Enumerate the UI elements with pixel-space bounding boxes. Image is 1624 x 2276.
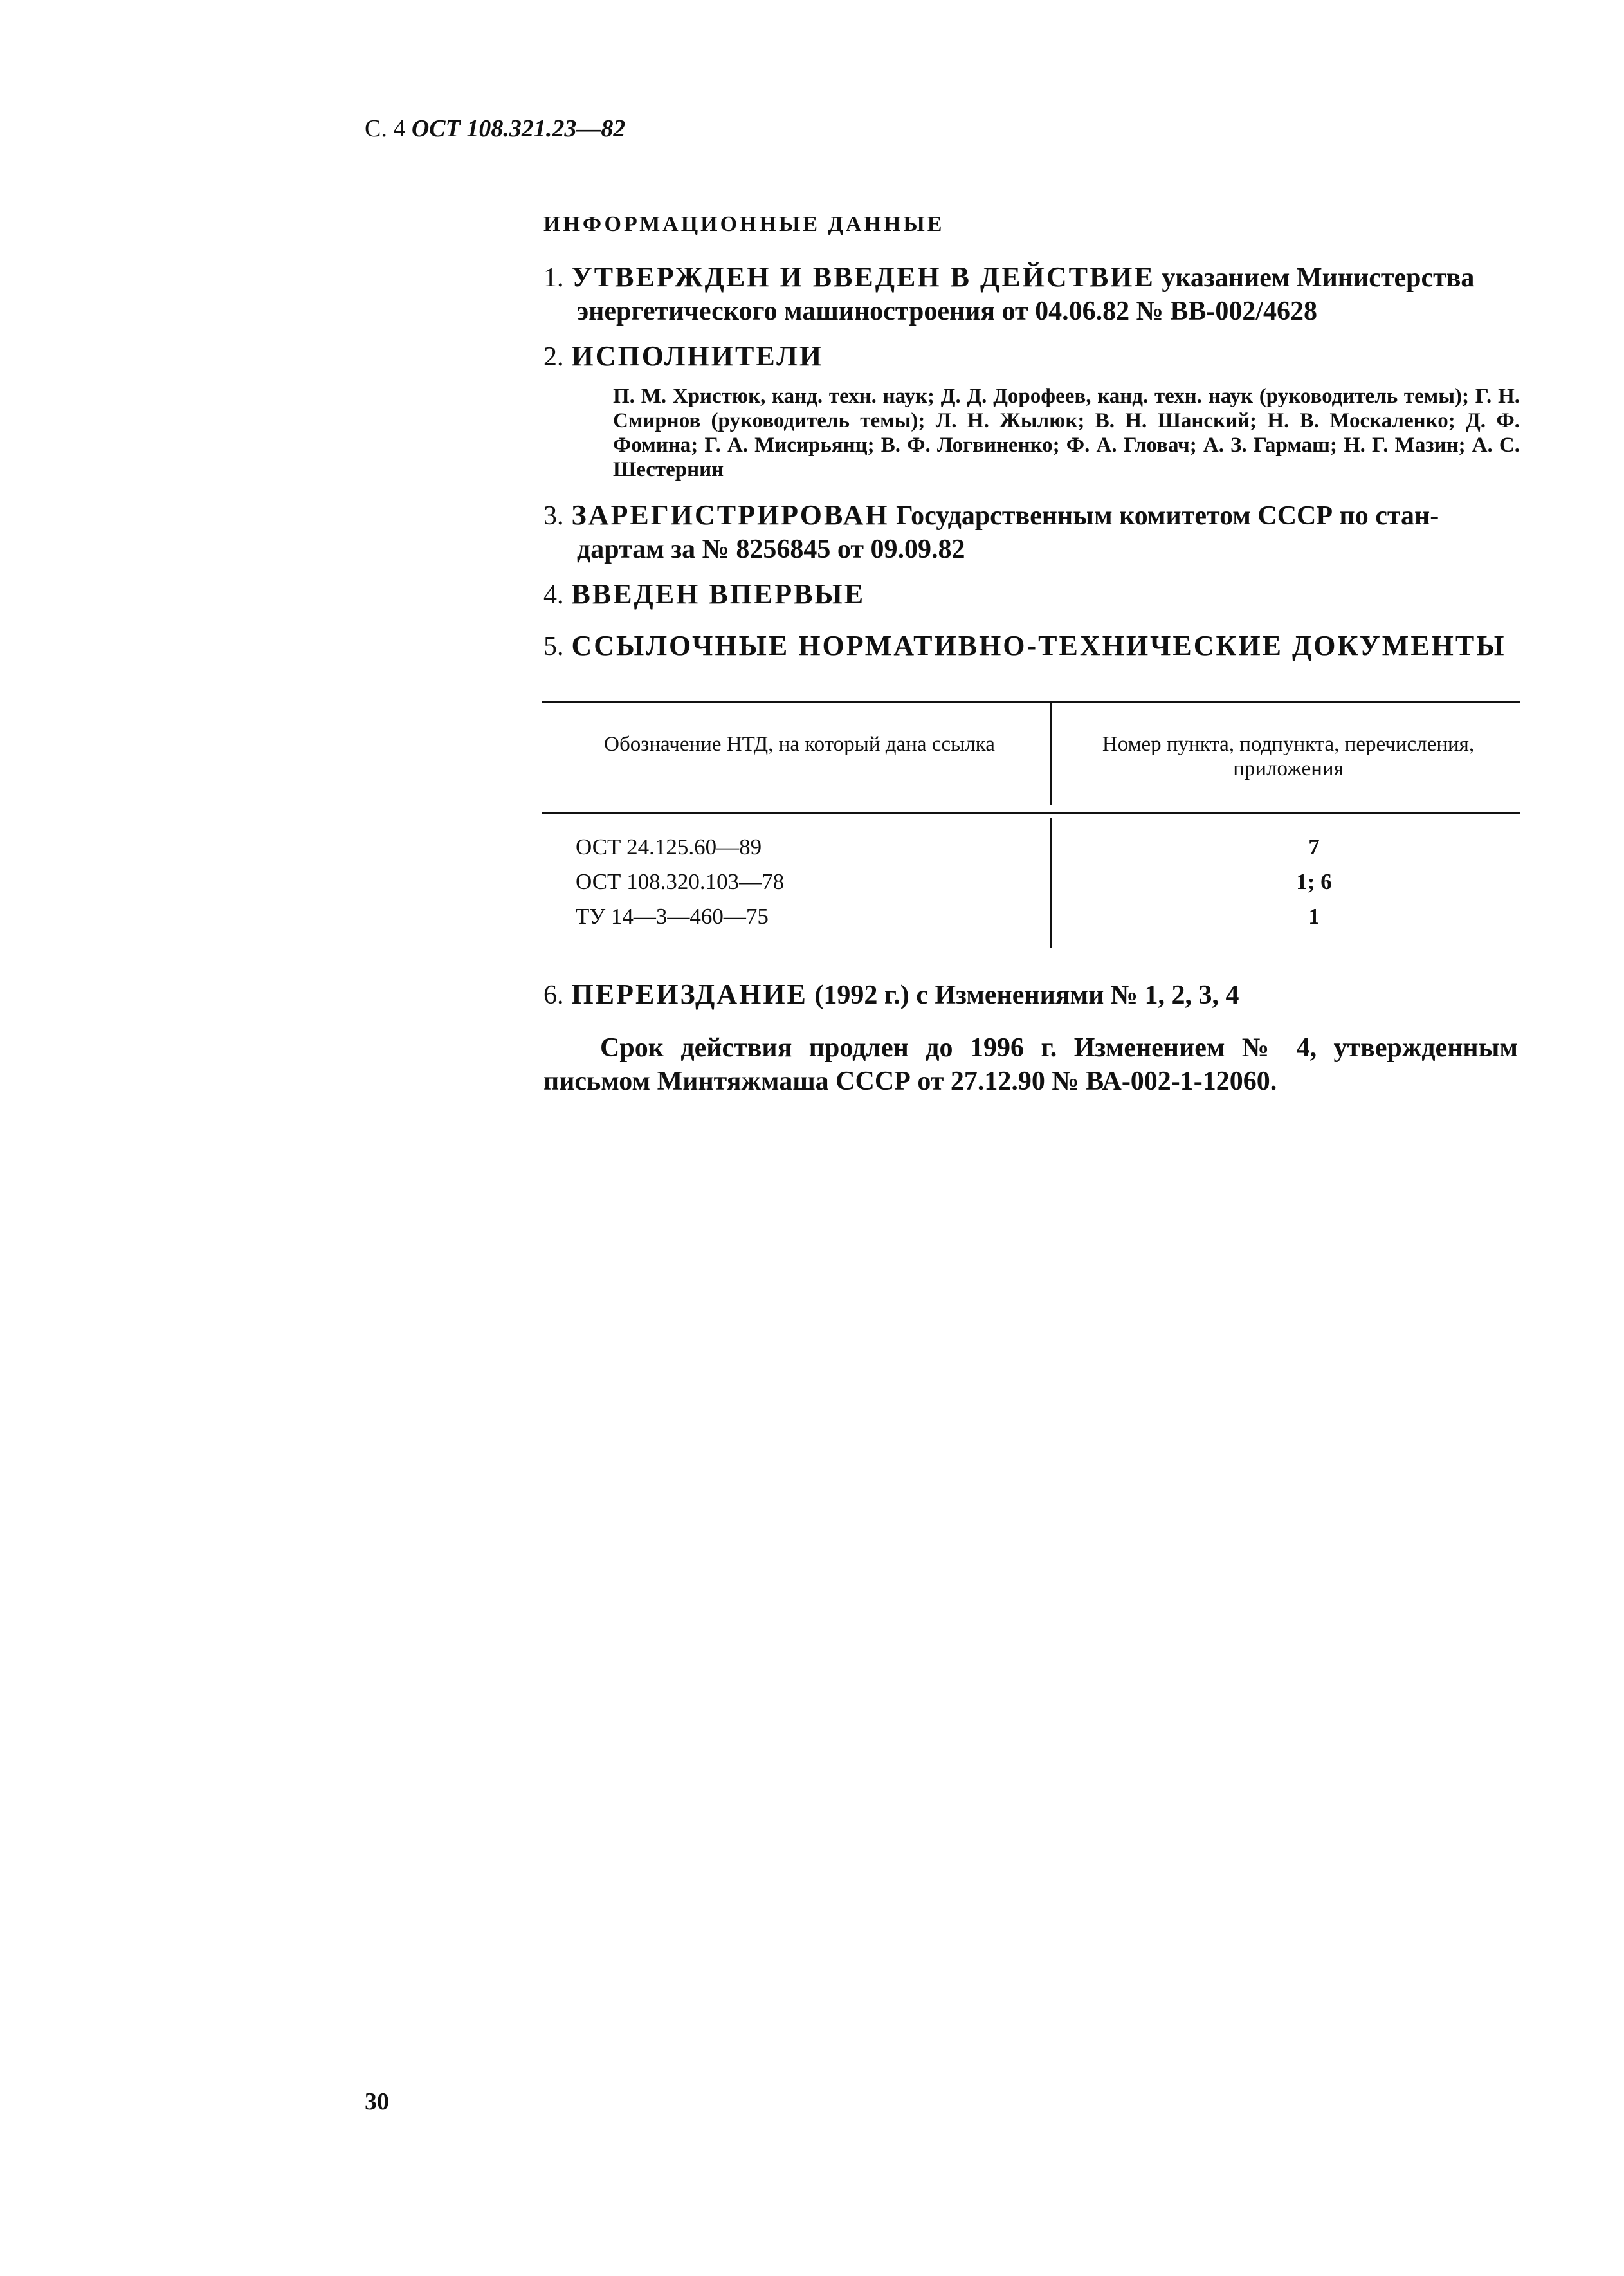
table-header-designation: Обозначение НТД, на который дана ссылка [604,733,995,756]
item-references [543,629,1518,663]
page-prefix: С. 4 [365,115,406,142]
item-heading: ЗАРЕГИСТРИРОВАН [571,499,890,531]
table-top-rule [542,701,1520,703]
item-heading: ВВЕДЕН ВПЕРВЫЕ [571,578,866,610]
item-heading: ССЫЛОЧНЫЕ НОРМАТИВНО-ТЕХНИЧЕСКИЕ ДОКУМЕНТЫ [571,630,1506,661]
standard-code: ОСТ 108.321.23—82 [411,115,626,142]
table-header-divider [1050,701,1052,805]
executors-list: П. М. Христюк, канд. техн. наук; Д. Д. Дорофеев, канд. техн. наук (руководитель темы); Г. Н. Смирнов (руководитель темы); Л. Н. Жылюк; В. Н. Шанский; Н. В. Москаленко; Д. Ф. Фомина; Г. А. Мисирьянц; В. Ф. Логвиненко; Ф. А. Гловач; А. З. Гармаш; Н. Г. Мазин; А. С. Шестернин [613,385,1520,481]
item-text-line1: указанием Министерства [1162,263,1475,293]
item-executors [543,340,1518,374]
table-header-rule [542,812,1520,814]
table-body-divider [1050,818,1052,948]
table-cell-designation: ОСТ 24.125.60—89 [576,834,762,859]
validity-note: Срок действия продлен до 1996 г. Изменением № 4, утвержденным письмом Минтяжмаша СССР от 27.12.90 № ВА-002-1-12060. [543,1033,1518,1096]
item-text: (1992 г.) с Изменениями № 1, 2, 3, 4 [814,980,1239,1010]
item-heading: ИСПОЛНИТЕЛИ [571,340,824,372]
item-heading: ПЕРЕИЗДАНИЕ [571,978,808,1010]
item-text-line2: дартам за № 8256845 от 09.09.82 [577,535,965,564]
table-cell-designation: ОСТ 108.320.103—78 [576,869,785,894]
item-introduced [543,578,1518,612]
item-number: 3. [543,501,564,531]
item-reissue [543,978,1518,1012]
table-cell-clause: 7 [1308,834,1320,859]
item-number: 2. [543,342,564,372]
table-cell-clause: 1 [1308,904,1320,929]
page-number: 30 [365,2088,389,2115]
item-approved [543,261,1518,328]
page-header [365,115,625,143]
references-table [542,701,1520,952]
info-title: ИНФОРМАЦИОННЫЕ ДАННЫЕ [543,212,945,236]
item-text-line2: энергетического машиностроения от 04.06.82 № ВВ-002/4628 [577,297,1318,326]
table-header-clause: Номер пункта, подпункта, перечисления, приложения [1102,733,1475,780]
item-number: 1. [543,263,564,293]
table-cell-clause: 1; 6 [1296,869,1332,894]
item-number: 4. [543,580,564,610]
table-cell-designation: ТУ 14—3—460—75 [576,904,769,929]
item-heading: УТВЕРЖДЕН И ВВЕДЕН В ДЕЙСТВИЕ [571,261,1155,293]
item-number: 5. [543,632,564,661]
item-text-line1: Государственным комитетом СССР по стан- [896,501,1439,531]
item-registered [543,499,1518,566]
item-number: 6. [543,980,564,1010]
